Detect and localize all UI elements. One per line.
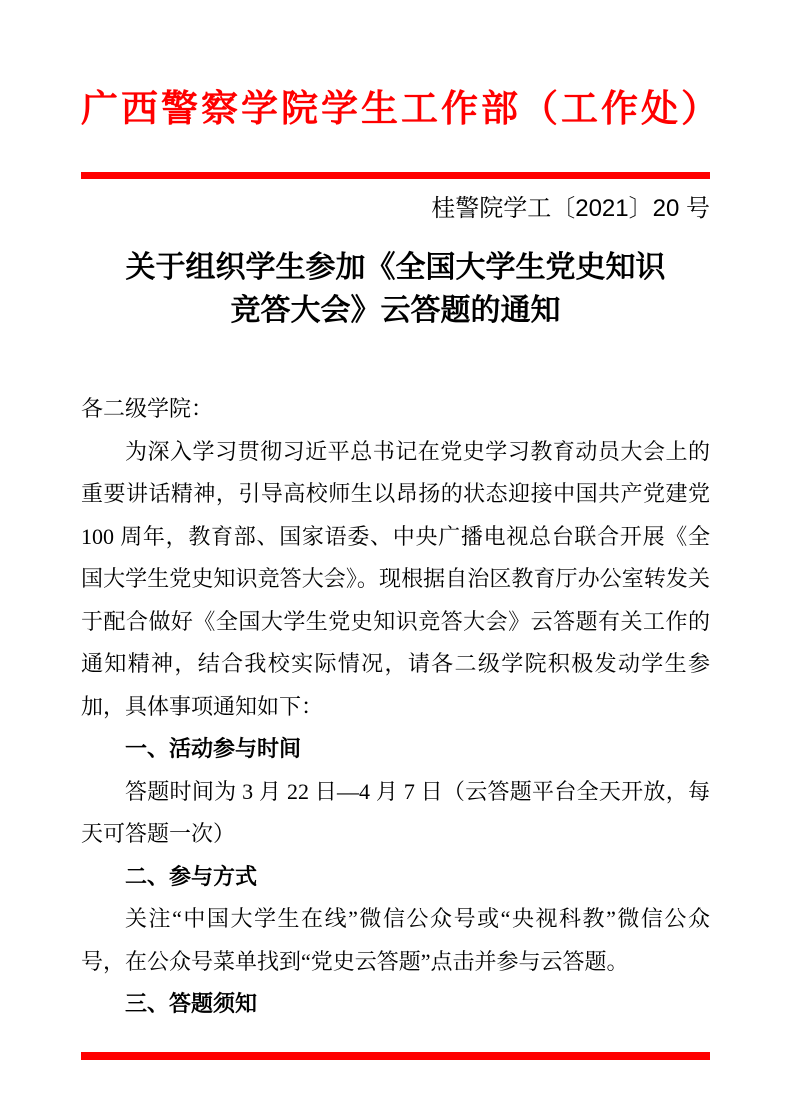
- red-separator-top: [81, 172, 710, 179]
- institution-header: 广西警察学院学生工作部（工作处）: [81, 89, 721, 130]
- section-1-paragraph: 答题时间为 3 月 22 日—4 月 7 日（云答题平台全天开放，每天可答题一次）: [81, 778, 710, 846]
- section-2-heading: 二、参与方式: [125, 863, 258, 889]
- document-title: [81, 246, 710, 332]
- document-title-line2: 竞答大会》云答题的通知: [230, 294, 561, 327]
- document-number: 桂警院学工〔2021〕20 号: [431, 195, 710, 222]
- document-title-line1: 关于组织学生参加《全国大学生党史知识: [125, 251, 666, 284]
- intro-paragraph: 为深入学习贯彻习近平总书记在党史学习教育动员大会上的重要讲话精神，引导高校师生以昂扬的状态迎接中国共产党建党 100 周年，教育部、国家语委、中央广播电视总台联合开展《全国大学生党史知识竞答大会》。现根据自治区教育厅办公室转发关于配合做好《全国大学生党史知识竞答大会》云答题有关工作的通知精神，结合我校实际情况，请各二级学院积极发动学生参加，具体事项通知如下：: [81, 438, 710, 719]
- page-content: [0, 82, 794, 1060]
- notice-body: [81, 388, 710, 1026]
- section-2-paragraph: 关注“中国大学生在线”微信公众号或“央视科教”微信公众号，在公众号菜单找到“党史云答题”点击并参与云答题。: [81, 906, 710, 974]
- section-3-heading: 三、答题须知: [125, 991, 258, 1016]
- red-separator-bottom: [81, 1052, 710, 1060]
- salutation: 各二级学院：: [81, 396, 214, 421]
- section-1-heading: 一、活动参与时间: [125, 736, 302, 761]
